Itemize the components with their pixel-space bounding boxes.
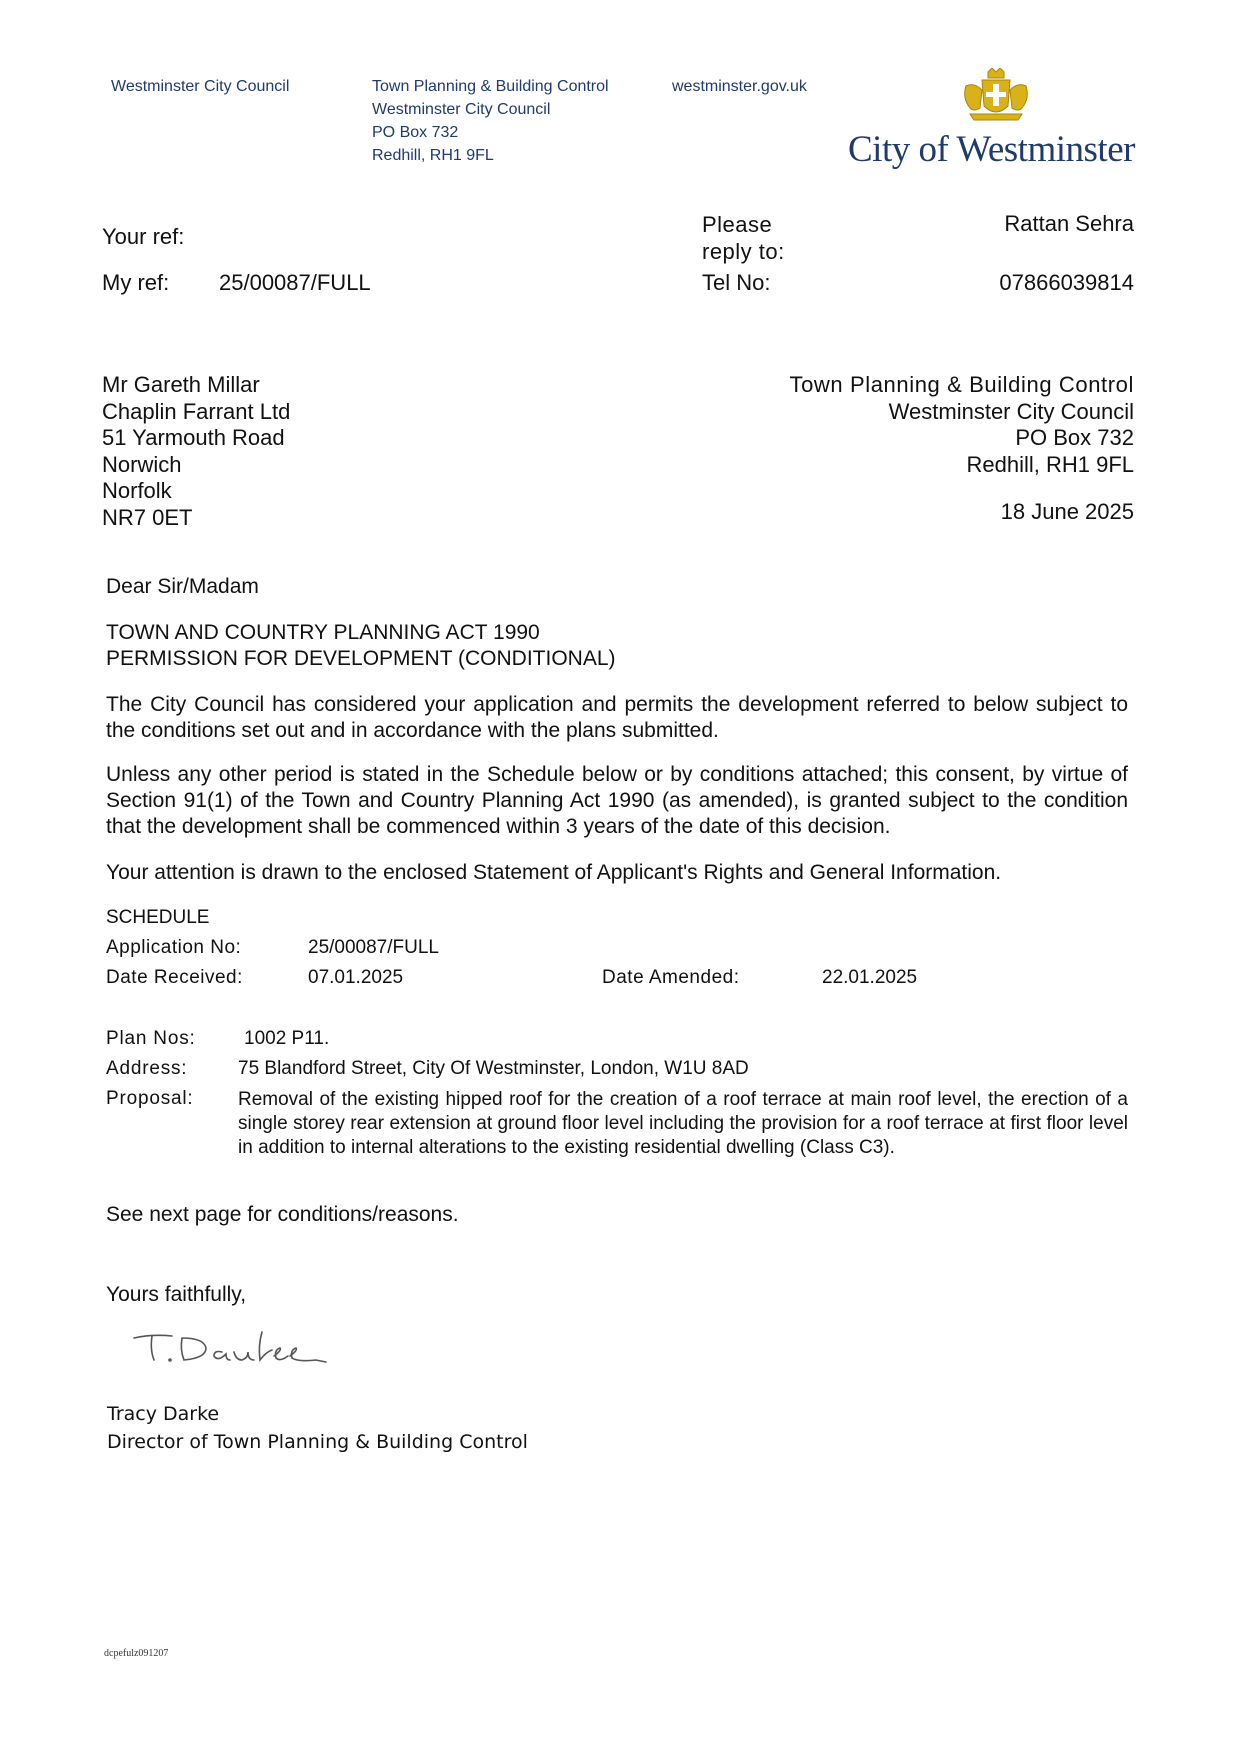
reply-label-line: Please bbox=[702, 212, 773, 237]
council-name: Westminster City Council bbox=[111, 78, 290, 95]
plan-nos-value: 1002 P11. bbox=[244, 1028, 330, 1049]
address-line: NR7 0ET bbox=[102, 504, 193, 530]
tel-value: 07866039814 bbox=[999, 270, 1134, 295]
address-label: Address: bbox=[106, 1058, 188, 1079]
date-received-label: Date Received: bbox=[106, 967, 243, 988]
my-ref-label: My ref: bbox=[102, 270, 170, 295]
schedule-heading: SCHEDULE bbox=[106, 907, 210, 928]
paragraph-permission: The City Council has considered your application and permits the development referred to below subject to the conditions set out and in accordance with the plans submitted. bbox=[106, 693, 1128, 742]
address-line: Westminster City Council bbox=[888, 398, 1134, 424]
address-line: Redhill, RH1 9FL bbox=[966, 451, 1134, 477]
recipient-address bbox=[102, 372, 290, 531]
date-received-value: 07.01.2025 bbox=[308, 967, 404, 988]
application-no-label: Application No: bbox=[106, 937, 242, 958]
address-value: 75 Blandford Street, City Of Westminster, London, W1U 8AD bbox=[238, 1058, 749, 1079]
westminster-crest-icon bbox=[960, 68, 1032, 124]
sender-address bbox=[700, 372, 1134, 478]
footer-code: dcpefulz091207 bbox=[104, 1648, 169, 1659]
address-line: Chaplin Farrant Ltd bbox=[102, 398, 291, 424]
plan-nos-label: Plan Nos: bbox=[106, 1028, 196, 1049]
paragraph-period: Unless any other period is stated in the Schedule below or by conditions attached; this consent, by virtue of Section 91(1) of the Town and Country Planning Act 1990 (as amended), is granted subject to the condition that the development shall be commenced within 3 years of the date of this decision. bbox=[106, 763, 1128, 838]
dept-line: Westminster City Council bbox=[372, 101, 551, 118]
address-line: Norwich bbox=[102, 451, 182, 477]
act-line: TOWN AND COUNTRY PLANNING ACT 1990 bbox=[106, 621, 540, 644]
dept-line: Town Planning & Building Control bbox=[372, 78, 609, 95]
your-ref-label: Your ref: bbox=[102, 224, 185, 249]
reply-to-name: Rattan Sehra bbox=[1004, 211, 1134, 236]
paragraph-attention: Your attention is drawn to the enclosed Statement of Applicant's Rights and General Information. bbox=[106, 861, 1002, 884]
signatory-name: Tracy Darke bbox=[107, 1403, 220, 1425]
reply-to-label bbox=[702, 211, 785, 265]
my-ref-value: 25/00087/FULL bbox=[219, 270, 371, 295]
tel-label: Tel No: bbox=[702, 270, 771, 295]
letter-date: 18 June 2025 bbox=[1000, 499, 1134, 524]
address-line: Mr Gareth Millar bbox=[102, 372, 260, 397]
city-of-westminster-logo: City of Westminster bbox=[848, 129, 1135, 170]
act-line: PERMISSION FOR DEVELOPMENT (CONDITIONAL) bbox=[106, 647, 616, 670]
salutation: Dear Sir/Madam bbox=[106, 575, 259, 598]
handwritten-signature bbox=[130, 1324, 330, 1380]
date-amended-label: Date Amended: bbox=[602, 967, 740, 988]
proposal-label: Proposal: bbox=[106, 1088, 194, 1109]
application-no-value: 25/00087/FULL bbox=[308, 937, 439, 958]
sign-off: Yours faithfully, bbox=[106, 1283, 247, 1306]
address-line: Norfolk bbox=[102, 478, 172, 503]
dept-line: PO Box 732 bbox=[372, 124, 459, 141]
proposal-value: Removal of the existing hipped roof for the creation of a roof terrace at main roof level, the erection of a single storey rear extension at ground floor level including the provision for a roof terrace at first floor level in addition to internal alterations to the existing residential dwelling (Class C3). bbox=[238, 1089, 1128, 1158]
website-link[interactable]: westminster.gov.uk bbox=[672, 78, 807, 95]
address-line: PO Box 732 bbox=[1015, 425, 1134, 450]
address-line: Town Planning & Building Control bbox=[789, 372, 1134, 397]
department-address bbox=[372, 75, 609, 167]
signatory-block bbox=[107, 1400, 528, 1456]
address-line: 51 Yarmouth Road bbox=[102, 425, 285, 450]
see-next-page: See next page for conditions/reasons. bbox=[106, 1203, 459, 1226]
signatory-title: Director of Town Planning & Building Control bbox=[107, 1431, 528, 1453]
dept-line: Redhill, RH1 9FL bbox=[372, 147, 494, 164]
date-amended-value: 22.01.2025 bbox=[822, 967, 918, 988]
act-heading bbox=[106, 620, 616, 672]
reply-label-line: reply to: bbox=[702, 239, 785, 264]
